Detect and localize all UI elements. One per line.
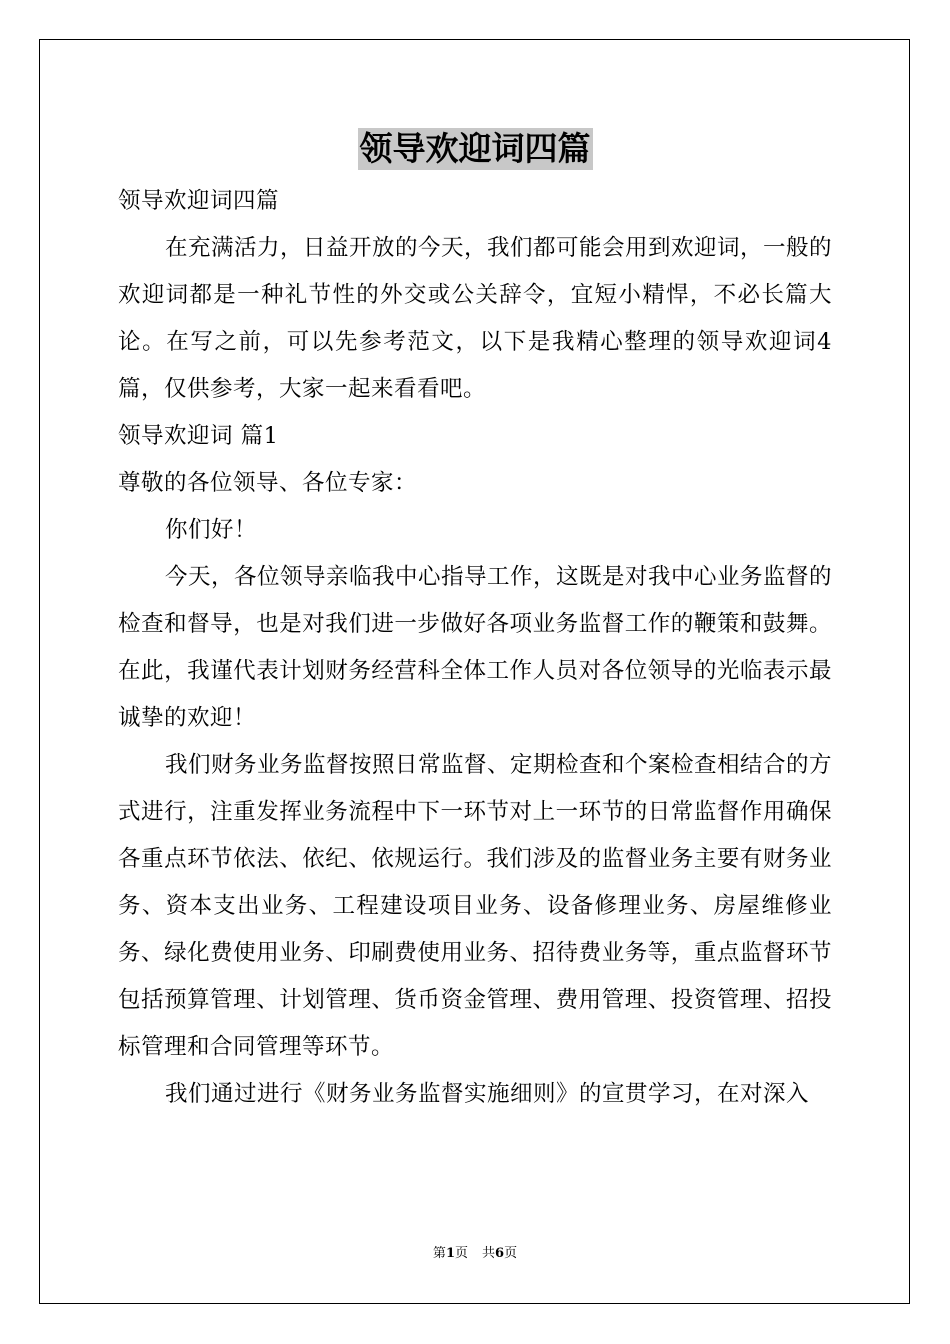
document-body bbox=[118, 178, 832, 1118]
body-paragraph: 我们财务业务监督按照日常监督、定期检查和个案检查相结合的方式进行，注重发挥业务流程中下一环节对上一环节的日常监督作用确保各重点环节依法、依纪、依规运行。我们涉及的监督业务主要有财务业务、资本支出业务、工程建设项目业务、设备修理业务、房屋维修业务、绿化费使用业务、印刷费使用业务、招待费业务等，重点监督环节包括预算管理、计划管理、货币资金管理、费用管理、投资管理、招投标管理和合同管理等环节。 bbox=[118, 752, 833, 1060]
page-footer bbox=[0, 1245, 950, 1263]
page-suffix: 页 bbox=[454, 1246, 468, 1261]
section-heading: 领导欢迎词 篇1 bbox=[118, 423, 279, 449]
document-title: 领导欢迎词四篇 bbox=[359, 129, 591, 168]
total-suffix: 页 bbox=[504, 1246, 518, 1261]
subtitle-line: 领导欢迎词四篇 bbox=[118, 188, 280, 214]
title-area bbox=[0, 128, 950, 170]
current-page-number: 1 bbox=[445, 1246, 455, 1261]
body-paragraph: 我们通过进行《财务业务监督实施细则》的宣贯学习，在对深入 bbox=[165, 1081, 810, 1107]
salutation: 尊敬的各位领导、各位专家： bbox=[118, 470, 418, 496]
body-paragraph: 今天，各位领导亲临我中心指导工作，这既是对我中心业务监督的检查和督导，也是对我们进一步做好各项业务监督工作的鞭策和鼓舞。在此，我谨代表计划财务经营科全体工作人员对各位领导的光临表示最诚挚的欢迎！ bbox=[118, 564, 833, 731]
total-prefix: 共 bbox=[482, 1246, 496, 1261]
page-prefix: 第 bbox=[432, 1246, 446, 1261]
greeting: 你们好！ bbox=[165, 517, 258, 543]
intro-paragraph: 在充满活力，日益开放的今天，我们都可能会用到欢迎词，一般的欢迎词都是一种礼节性的外交或公关辞令，宜短小精悍，不必长篇大论。在写之前，可以先参考范文，以下是我精心整理的领导欢迎词4篇，仅供参考，大家一起来看看吧。 bbox=[118, 235, 833, 402]
total-page-number: 6 bbox=[495, 1246, 505, 1261]
